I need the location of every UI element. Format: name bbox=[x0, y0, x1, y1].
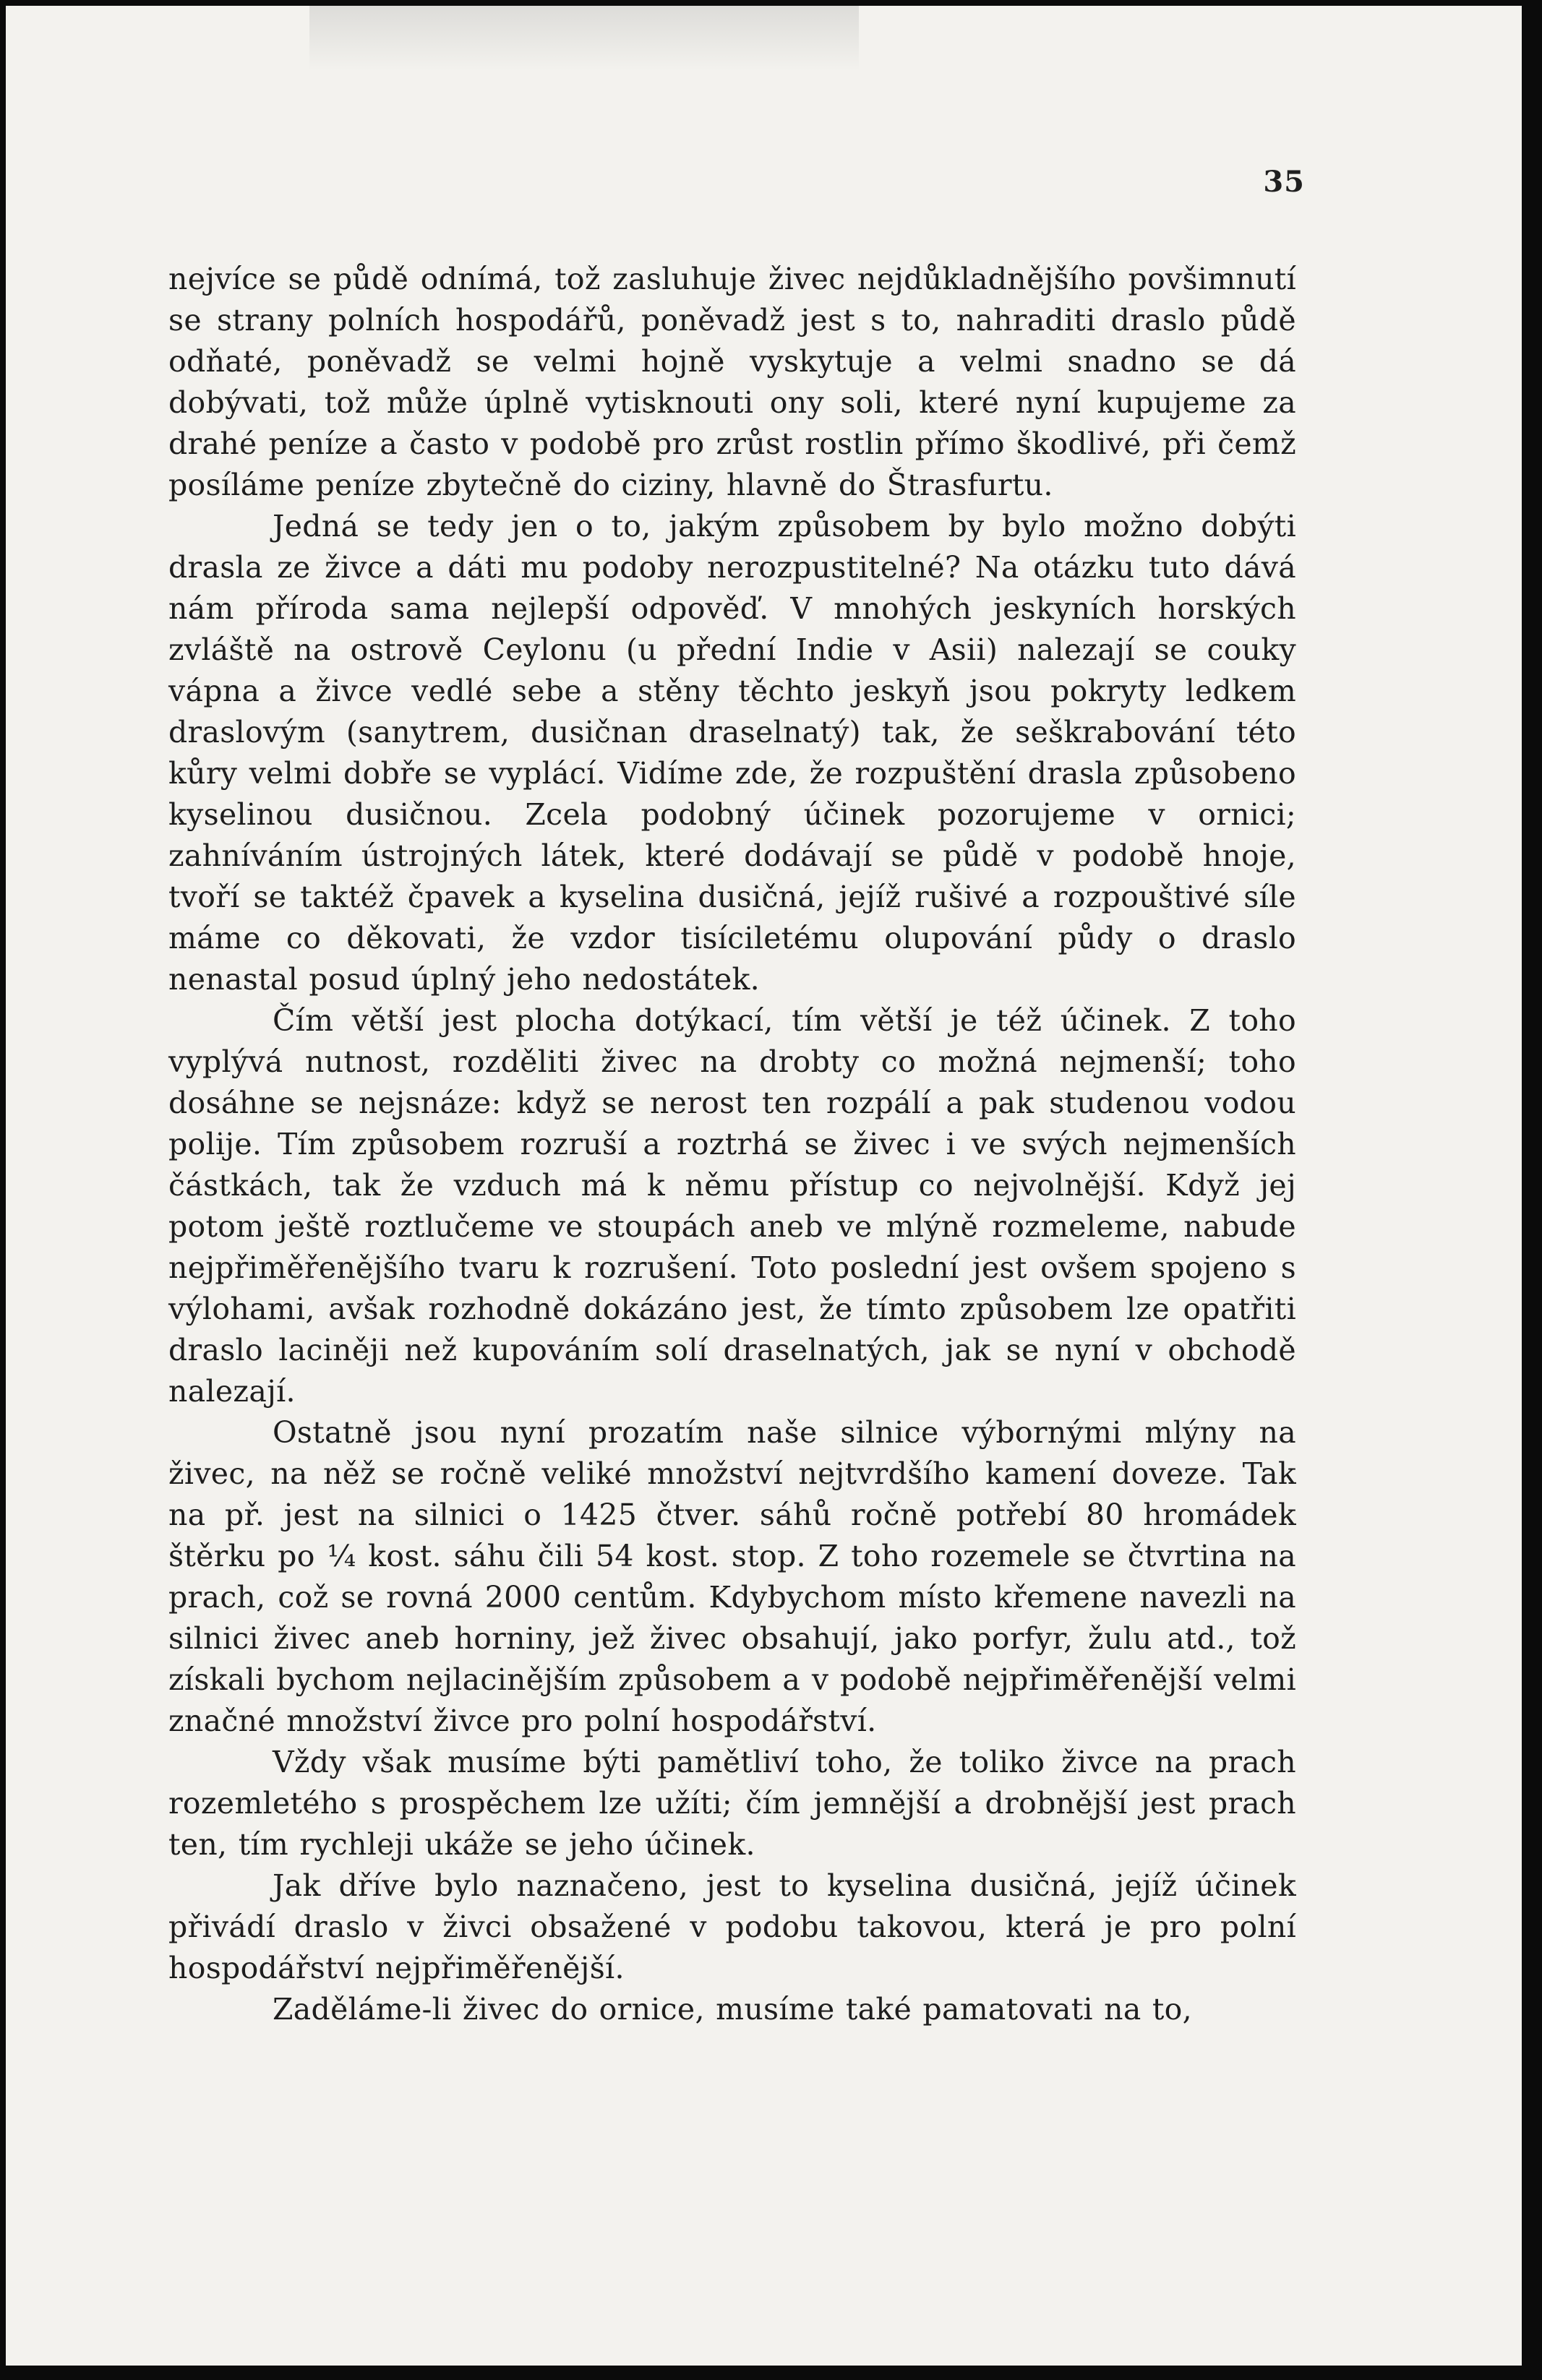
paragraph-1: nejvíce se půdě odnímá, tož zasluhuje živec nejdůkladnějšího povšimnutí se strany polních hospodářů, poněvadž jest s to, nahraditi draslo půdě odňaté, poněvadž se velmi hojně vyskytuje a velmi snadno se dá dobývati, tož může úplně vytisknouti ony soli, které nyní kupujeme za drahé peníze a často v podobě pro zrůst rostlin přímo škodlivé, při čemž posíláme peníze zbytečně do ciziny, hlavně do Štrasfurtu. bbox=[168, 262, 1296, 502]
paragraph-5: Vždy však musíme býti pamětliví toho, že toliko živce na prach rozemletého s prospěchem lze užíti; čím jemnější a drobnější jest prach ten, tím rychleji ukáže se jeho účinek. bbox=[168, 1745, 1296, 1862]
paragraph-7: Zaděláme-li živec do ornice, musíme také pamatovati na to, bbox=[273, 1992, 1192, 2027]
page-text-block bbox=[168, 259, 1296, 2030]
page-number: 35 bbox=[1263, 165, 1305, 199]
top-bleed-shadow bbox=[309, 6, 859, 71]
paragraph-2: Jedná se tedy jen o to, jakým způsobem by bylo možno dobýti drasla ze živce a dáti mu podoby nerozpustitelné? Na otázku tuto dává nám příroda sama nejlepší odpověď. V mnohých jeskyních horských zvláště na ostrově Ceylonu (u přední Indie v Asii) nalezají se couky vápna a živce vedlé sebe a stěny těchto jeskyň jsou pokryty ledkem draslovým (sanytrem, dusičnan draselnatý) tak, že seškrabování této kůry velmi dobře se vyplácí. Vidíme zde, že rozpuštění drasla způsobeno kyselinou dusičnou. Zcela podobný účinek pozorujeme v ornici; zahníváním ústrojných látek, které dodávají se půdě v podobě hnoje, tvoří se taktéž čpavek a kyselina dusičná, jejíž rušivé a rozpouštivé síle máme co děkovati, že vzdor tisíciletému olupování půdy o draslo nenastal posud úplný jeho nedostátek. bbox=[168, 509, 1296, 997]
paragraph-4: Ostatně jsou nyní prozatím naše silnice výbornými mlýny na živec, na něž se ročně veliké množství nejtvrdšího kamení doveze. Tak na př. jest na silnici o 1425 čtver. sáhů ročně potřebí 80 hromádek štěrku po ¼ kost. sáhu čili 54 kost. stop. Z toho rozemele se čtvrtina na prach, což se rovná 2000 centům. Kdybychom místo křemene navezli na silnici živec aneb horniny, jež živec obsahují, jako porfyr, žulu atd., tož získali bychom nejlacinějším způsobem a v podobě nejpřiměřenější velmi značné množství živce pro polní hospodářství. bbox=[168, 1415, 1296, 1738]
paragraph-3: Čím větší jest plocha dotýkací, tím větší je též účinek. Z toho vyplývá nutnost, rozděliti živec na drobty co možná nejmenší; toho dosáhne se nejsnáze: když se nerost ten rozpálí a pak studenou vodou polije. Tím způsobem rozruší a roztrhá se živec i ve svých nejmenších částkách, tak že vzduch má k němu přístup co nejvolnější. Když jej potom ještě roztlučeme ve stoupách aneb ve mlýně rozmeleme, nabude nejpřiměřenějšího tvaru k rozrušení. Toto poslední jest ovšem spojeno s výlohami, avšak rozhodně dokázáno jest, že tímto způsobem lze opatřiti draslo laciněji než kupováním solí draselnatých, jak se nyní v obchodě nalezají. bbox=[168, 1003, 1296, 1409]
paragraph-6: Jak dříve bylo naznačeno, jest to kyselina dusičná, jejíž účinek přivádí draslo v živci obsažené v podobu takovou, která je pro polní hospodářství nejpřiměřenější. bbox=[168, 1868, 1296, 1985]
scanned-page bbox=[6, 6, 1522, 2366]
